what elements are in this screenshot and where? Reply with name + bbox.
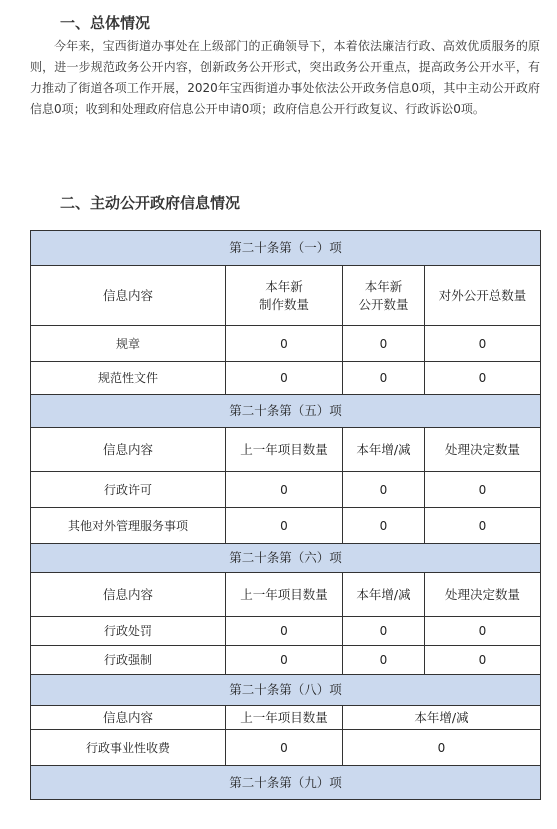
row-label: 其他对外管理服务事项 [31,508,226,544]
col-header-line: 本年新 [265,278,303,294]
cell-value: 0 [425,508,541,544]
row-label: 行政许可 [31,472,226,508]
table-row [31,362,541,395]
section1-title: 一、总体情况 [60,14,151,32]
cell-value: 0 [425,472,541,508]
table-row [31,326,541,362]
col-header-decisions: 处理决定数量 [425,428,541,472]
table-row [31,508,541,544]
table-row [31,646,541,675]
cell-value: 0 [226,730,343,766]
cell-value: 0 [343,472,425,508]
cell-value: 0 [343,362,425,395]
cell-value: 0 [343,326,425,362]
cell-value: 0 [343,646,425,675]
section-header-art20-6: 第二十条第（六）项 [31,544,541,573]
col-header-prev-year-count: 上一年项目数量 [226,428,343,472]
col-header-new-published [343,266,425,326]
table-row [31,472,541,508]
col-header-info-content: 信息内容 [31,428,226,472]
section-header-art20-5: 第二十条第（五）项 [31,395,541,428]
row-label: 规范性文件 [31,362,226,395]
table-row [31,617,541,646]
cell-value: 0 [343,617,425,646]
col-header-decisions: 处理决定数量 [425,573,541,617]
disclosure-table [30,230,541,800]
section2-title: 二、主动公开政府信息情况 [60,194,241,212]
cell-value: 0 [226,472,343,508]
section-header-art20-1: 第二十条第（一）项 [31,231,541,266]
table-row [31,730,541,766]
col-header-change: 本年增/减 [343,706,541,730]
cell-value: 0 [226,326,343,362]
cell-value: 0 [343,730,541,766]
section-header-art20-8: 第二十条第（八）项 [31,675,541,706]
col-header-change: 本年增/减 [343,573,425,617]
col-header-line: 公开数量 [358,296,409,312]
row-label: 行政事业性收费 [31,730,226,766]
row-label: 规章 [31,326,226,362]
col-header-info-content: 信息内容 [31,266,226,326]
col-header-line: 本年新 [364,278,403,294]
cell-value: 0 [226,362,343,395]
col-header-prev-year-count: 上一年项目数量 [226,573,343,617]
cell-value: 0 [226,508,343,544]
cell-value: 0 [425,646,541,675]
row-label: 行政强制 [31,646,226,675]
cell-value: 0 [425,617,541,646]
col-header-info-content: 信息内容 [31,573,226,617]
col-header-info-content: 信息内容 [31,706,226,730]
section-header-art20-9: 第二十条第（九）项 [31,766,541,800]
col-header-total-published: 对外公开总数量 [425,266,541,326]
cell-value: 0 [226,617,343,646]
section1-body: 今年来，宝西街道办事处在上级部门的正确领导下，本着依法廉洁行政、高效优质服务的原则，进一步规范政务公开内容，创新政务公开形式，突出政务公开重点，提高政务公开水平，有力推动了街道各项工作开展，2020年宝西街道办事处依法公开政务信息0项，其中主动公开政府信息0项；收到和处理政府信息公开申请0项；政府信息公开行政复议、行政诉讼0项。 [30,39,540,116]
cell-value: 0 [425,326,541,362]
col-header-prev-year-count: 上一年项目数量 [226,706,343,730]
row-label: 行政处罚 [31,617,226,646]
col-header-line: 制作数量 [258,296,309,312]
col-header-new-made [226,266,343,326]
col-header-change: 本年增/减 [343,428,425,472]
cell-value: 0 [226,646,343,675]
cell-value: 0 [425,362,541,395]
cell-value: 0 [343,508,425,544]
